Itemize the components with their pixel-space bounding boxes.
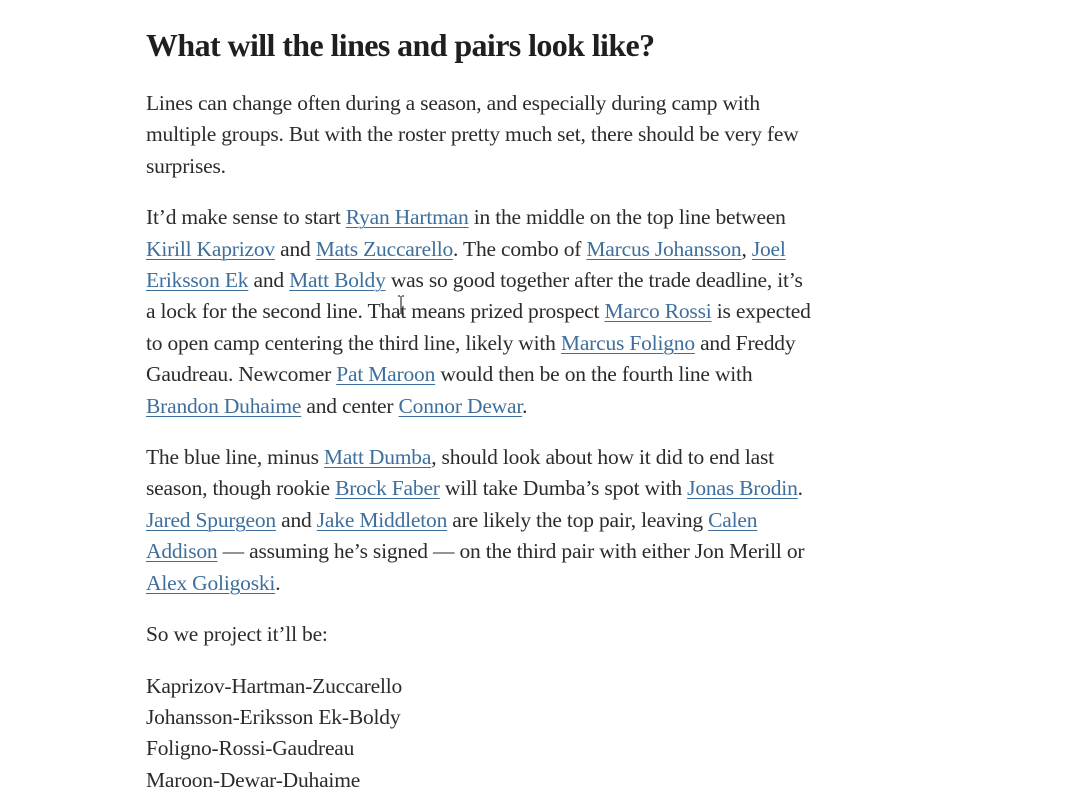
player-link-joel-eriksson-ek[interactable]: Joel Eriksson Ek (146, 236, 786, 293)
text-run: is expected to open camp centering the third line, likely with (146, 299, 811, 355)
intro-paragraph: Lines can change often during a season, and especially during camp with multiple groups. But with the roster pretty much set, there should be very few surprises. (146, 91, 799, 178)
text-run: and (274, 236, 316, 261)
text-run: and Freddy Gaudreau. Newcomer (146, 330, 796, 387)
text-run: and (275, 507, 317, 532)
player-link-kirill-kaprizov[interactable]: Kirill Kaprizov (146, 236, 275, 261)
text-run: would then be on the fourth line with (435, 362, 753, 387)
player-link-alex-goligoski[interactable]: Alex Goligoski (146, 570, 276, 595)
text-run: was so good together after the trade deadline, it’s a lock for the second line. That means prized prospect (146, 268, 803, 324)
player-link-marcus-foligno[interactable]: Marcus Foligno (560, 330, 695, 355)
projected-line-4: Maroon-Dewar-Duhaime (146, 767, 361, 792)
projected-line-2: Johansson-Eriksson Ek-Boldy (146, 704, 401, 729)
player-link-jared-spurgeon[interactable]: Jared Spurgeon (146, 507, 276, 532)
player-link-ryan-hartman[interactable]: Ryan Hartman (345, 205, 469, 230)
player-link-mats-zuccarello[interactable]: Mats Zuccarello (315, 236, 454, 261)
projected-line-1: Kaprizov-Hartman-Zuccarello (146, 673, 403, 698)
projected-line-3: Foligno-Rossi-Gaudreau (146, 736, 355, 761)
text-run: , (741, 236, 752, 261)
text-cursor-icon (397, 295, 405, 315)
player-link-jonas-brodin[interactable]: Jonas Brodin (687, 476, 798, 501)
text-run: will take Dumba’s spot with (439, 476, 688, 501)
player-link-brock-faber[interactable]: Brock Faber (335, 476, 440, 501)
text-run: . The combo of (453, 236, 587, 261)
text-run: in the middle on the top line between (468, 205, 786, 230)
text-run: . (797, 476, 803, 501)
player-link-matt-boldy[interactable]: Matt Boldy (289, 268, 386, 293)
projection-intro: So we project it’ll be: (146, 622, 328, 647)
text-run: — assuming he’s signed — on the third pair with either Jon Merill or (217, 539, 805, 564)
text-run: . (275, 570, 281, 595)
text-run: are likely the top pair, leaving (447, 507, 709, 532)
projected-lines-list (146, 671, 816, 797)
player-link-marco-rossi[interactable]: Marco Rossi (604, 299, 712, 324)
text-run: . (522, 393, 528, 418)
text-run: and (248, 268, 290, 293)
text-run: , should look about how it did to end last season, though rookie (146, 445, 774, 501)
defense-pairs-paragraph (146, 442, 816, 599)
text-run: The blue line, minus (146, 445, 324, 470)
player-link-calen-addison[interactable]: Calen Addison (146, 507, 758, 564)
article-body (146, 24, 816, 796)
player-link-brandon-duhaime[interactable]: Brandon Duhaime (146, 393, 302, 418)
text-run: It’d make sense to start (146, 205, 346, 230)
player-link-pat-maroon[interactable]: Pat Maroon (336, 362, 436, 387)
player-link-jake-middleton[interactable]: Jake Middleton (316, 507, 448, 532)
forward-lines-paragraph (146, 202, 816, 422)
text-run: and center (301, 393, 399, 418)
player-link-matt-dumba[interactable]: Matt Dumba (323, 445, 432, 470)
player-link-marcus-johansson[interactable]: Marcus Johansson (586, 236, 742, 261)
player-link-connor-dewar[interactable]: Connor Dewar (398, 393, 523, 418)
section-heading: What will the lines and pairs look like? (146, 27, 655, 63)
